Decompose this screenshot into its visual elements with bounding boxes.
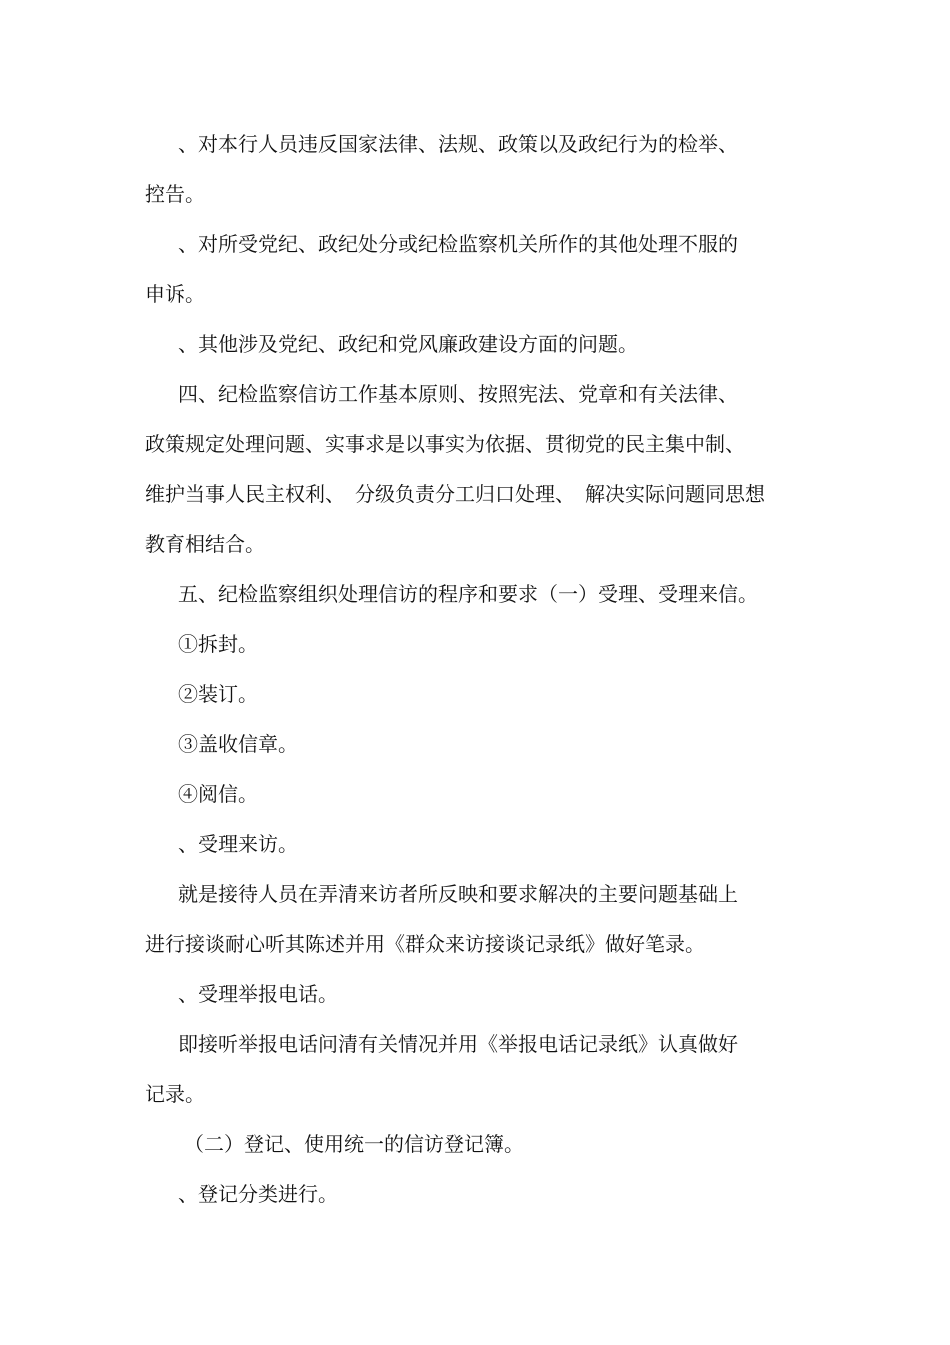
text-line: 政策规定处理问题、实事求是以事实为依据、贯彻党的民主集中制、 (145, 432, 745, 456)
text-line: 、其他涉及党纪、政纪和党风廉政建设方面的问题。 (178, 332, 638, 356)
text-line: 申诉。 (145, 282, 205, 306)
text-line: ①拆封。 (178, 632, 258, 656)
text-line: ②装订。 (178, 682, 258, 706)
text-line: 就是接待人员在弄清来访者所反映和要求解决的主要问题基础上 (178, 882, 738, 906)
text-line: 、对本行人员违反国家法律、法规、政策以及政纪行为的检举、 (178, 132, 738, 156)
text-line: 即接听举报电话问清有关情况并用《举报电话记录纸》认真做好 (178, 1032, 738, 1056)
text-line: 、对所受党纪、政纪处分或纪检监察机关所作的其他处理不服的 (178, 232, 738, 256)
text-line: 、受理举报电话。 (178, 982, 338, 1006)
text-line: 维护当事人民主权利、 分级负责分工归口处理、 解决实际问题同思想 (145, 482, 765, 506)
text-line: 、受理来访。 (178, 832, 298, 856)
text-line: 记录。 (145, 1082, 205, 1106)
text-line: 五、纪检监察组织处理信访的程序和要求（一）受理、受理来信。 (178, 582, 758, 606)
text-line: ③盖收信章。 (178, 732, 298, 756)
text-line: 控告。 (145, 182, 205, 206)
text-line: 、登记分类进行。 (178, 1182, 338, 1206)
text-line: 四、纪检监察信访工作基本原则、按照宪法、党章和有关法律、 (178, 382, 738, 406)
text-line: （二）登记、使用统一的信访登记簿。 (184, 1132, 524, 1156)
text-line: 教育相结合。 (145, 532, 265, 556)
text-line: 进行接谈耐心听其陈述并用《群众来访接谈记录纸》做好笔录。 (145, 932, 705, 956)
text-line: ④阅信。 (178, 782, 258, 806)
